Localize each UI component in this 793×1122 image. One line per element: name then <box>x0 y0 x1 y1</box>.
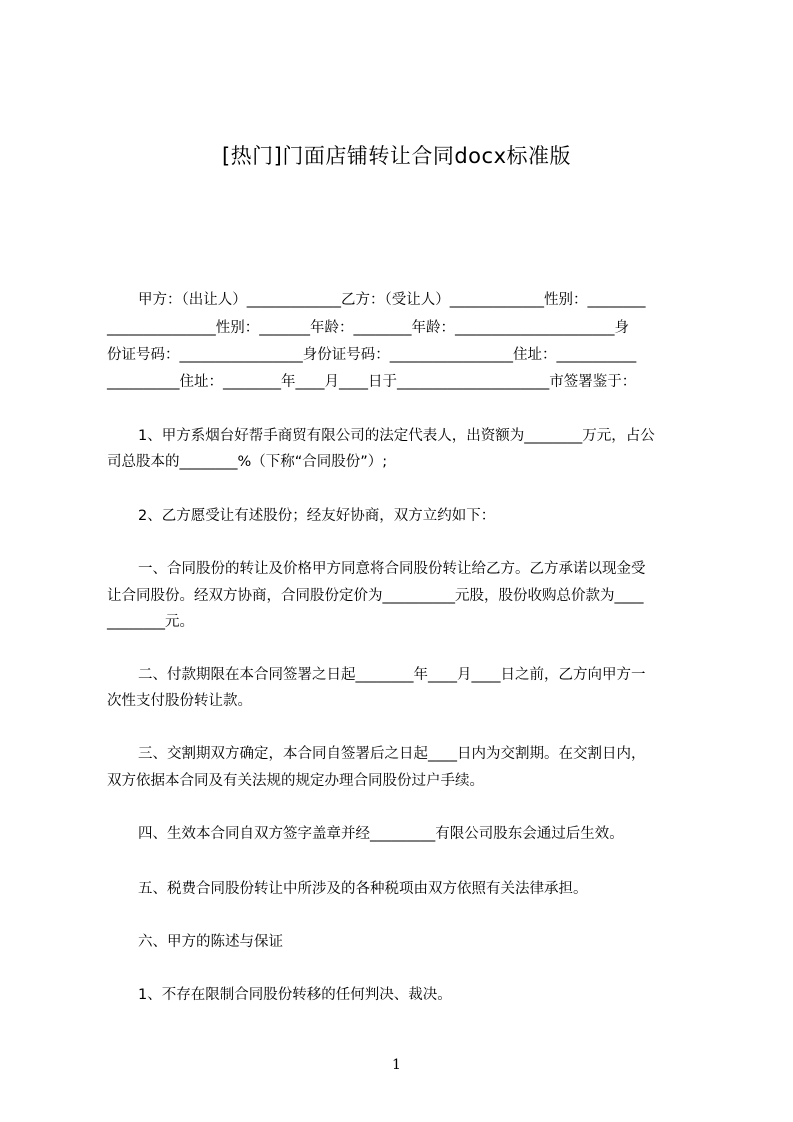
page-number: 1 <box>392 1057 401 1073</box>
paragraph-line: 甲方：（出让人）_____________乙方：（受让人）_____________性别：________ <box>138 292 646 308</box>
paragraph-line: 三、交割期双方确定，本合同自签署后之日起____日内为交割期。在交割日内， <box>138 746 646 762</box>
paragraph-line: 让合同股份。经双方协商，合同股份定价为__________元股，股份收购总价款为____ <box>107 588 644 604</box>
paragraph-line: ________元。 <box>107 614 194 630</box>
paragraph-line: 司总股本的________%（下称“合同股份”）; <box>107 454 388 470</box>
paragraph-line: 2、乙方愿受让有述股份；经友好协商，双方立约如下： <box>138 508 496 524</box>
document-title: [热门]门面店铺转让合同docx标准版 <box>221 144 572 168</box>
paragraph-line: 五、税费合同股份转让中所涉及的各种税项由双方依照有关法律承担。 <box>138 881 588 897</box>
paragraph-line: 1、不存在限制合同股份转移的任何判决、裁决。 <box>138 987 452 1003</box>
paragraph-line: 四、生效本合同自双方签字盖章并经_________有限公司股东会通过后生效。 <box>138 826 624 842</box>
paragraph-line: 份证号码：_________________身份证号码：_________________住址：___________ <box>107 347 637 363</box>
paragraph-line: 双方依据本合同及有关法规的规定办理合同股份过户手续。 <box>107 773 484 789</box>
paragraph-line: 六、甲方的陈述与保证 <box>138 934 283 950</box>
paragraph-line: 二、付款期限在本合同签署之日起________年____月____日之前，乙方向甲方一 <box>138 667 646 683</box>
paragraph-line: 1、甲方系烟台好帮手商贸有限公司的法定代表人，出资额为________万元，占公 <box>138 428 655 444</box>
paragraph-line: __________住址：________年____月____日于_____________________市签署鉴于： <box>107 374 637 390</box>
paragraph-line: 次性支付股份转让款。 <box>107 693 252 709</box>
paragraph-line: _______________性别：_______年龄：________年龄：______________________身 <box>107 320 629 336</box>
paragraph-line: 一、合同股份的转让及价格甲方同意将合同股份转让给乙方。乙方承诺以现金受 <box>138 561 646 577</box>
